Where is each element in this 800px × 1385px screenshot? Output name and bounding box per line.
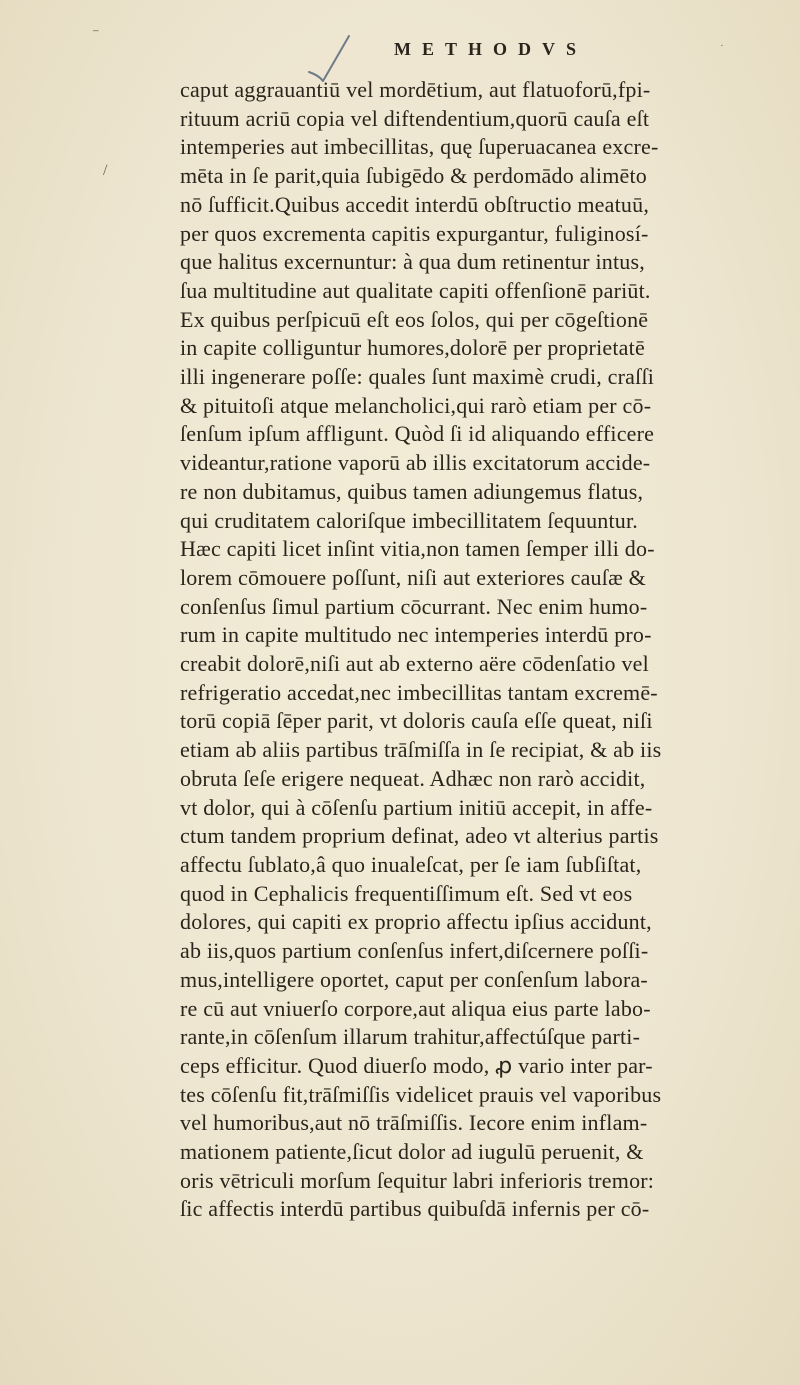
- text-line: ſenſum ipſum affligunt. Quòd ſi id aliquando efficere: [180, 421, 655, 447]
- text-line: nō ſufficit.Quibus accedit interdū obſtructio meatuū,: [180, 191, 650, 217]
- text-line: conſenſus ſimul partium cōcurrant. Nec enim humo-: [180, 593, 648, 619]
- text-line: vt dolor, qui à cōſenſu partium initiū accepit, in affe-: [180, 794, 653, 820]
- text-line: obruta ſeſe erigere nequeat. Adhæc non rarò accidit,: [180, 765, 646, 791]
- text-line: illi ingenerare poſſe: quales ſunt maximè crudi, craſſi: [180, 364, 655, 390]
- text-line: etiam ab aliis partibus trāſmiſſa in ſe recipiat, & ab iis: [180, 737, 662, 763]
- text-line: intemperies aut imbecillitas, quę ſuperuacanea excre-: [180, 134, 659, 160]
- page-text-block: [180, 76, 765, 1224]
- text-line: Ex quibus perſpicuū eſt eos ſolos, qui per cōgeſtionē: [180, 306, 649, 332]
- text-line: rituum acriū copia vel diftendentium,quorū cauſa eſt: [180, 105, 650, 131]
- text-line: ab iis,quos partium conſenſus infert,diſcernere poſſi-: [180, 938, 649, 964]
- margin-mark-top-right: ·: [720, 40, 724, 52]
- text-line: ceps efficitur. Quod diuerſo modo, ꝓ vario inter par-: [180, 1052, 653, 1078]
- text-line: affectu ſublato,â quo inualeſcat, per ſe iam ſubſiſtat,: [180, 851, 642, 877]
- text-line: re cū aut vniuerſo corpore,aut aliqua eius parte labo-: [180, 995, 651, 1021]
- text-line: videantur,ratione vaporū ab illis excitatorum accide-: [180, 450, 651, 476]
- text-line: dolores, qui capiti ex proprio affectu ipſius accidunt,: [180, 909, 652, 935]
- text-line: ſua multitudine aut qualitate capiti offenſionē pariūt.: [180, 277, 651, 303]
- text-line: re non dubitamus, quibus tamen adiungemus flatus,: [180, 478, 644, 504]
- text-line: mus,intelligere oportet, caput per conſenſum labora-: [180, 966, 648, 992]
- text-line: ſic affectis interdū partibus quibuſdā infernis per cō-: [180, 1196, 650, 1222]
- text-line: Hæc capiti licet inſint vitia,non tamen ſemper illi do-: [180, 536, 655, 562]
- text-line: in capite colliguntur humores,dolorē per proprietatē: [180, 335, 645, 361]
- running-header: METHODVS: [394, 39, 588, 59]
- text-line: mationem patiente,ſicut dolor ad iugulū peruenit, &: [180, 1139, 644, 1165]
- text-line: quod in Cephalicis frequentiſſimum eſt. Sed vt eos: [180, 880, 633, 906]
- margin-mark-left: /: [103, 162, 108, 179]
- text-line: & pituitoſi atque melancholici,qui rarò etiam per cō-: [180, 392, 652, 418]
- text-line: per quos excrementa capitis expurgantur, fuliginosí-: [180, 220, 649, 246]
- text-line: ctum tandem proprium definat, adeo vt alterius partis: [180, 823, 659, 849]
- text-line: creabit dolorē,niſi aut ab externo aëre cōdenſatio vel: [180, 651, 649, 677]
- text-line: que halitus excernuntur: à qua dum retinentur intus,: [180, 249, 645, 275]
- text-line: refrigeratio accedat,nec imbecillitas tantam excremē-: [180, 679, 658, 705]
- text-line: vel humoribus,aut nō trāſmiſſis. Iecore enim inflam-: [180, 1110, 648, 1136]
- text-line: caput aggrauantiū vel mordētium, aut flatuoforū,fpi-: [180, 77, 651, 102]
- text-line: tes cōſenſu fit,trāſmiſſis videlicet prauis vel vaporibus: [180, 1081, 662, 1107]
- text-line: rum in capite multitudo nec intemperies interdū pro-: [180, 622, 652, 648]
- text-line: lorem cōmouere poſſunt, niſi aut exteriores cauſæ &: [180, 564, 646, 590]
- text-line: qui cruditatem caloriſque imbecillitatem ſequuntur.: [180, 507, 639, 533]
- text-line: torū copiā ſēper parit, vt doloris cauſa eſſe queat, niſi: [180, 708, 653, 734]
- margin-mark-top-left: ⁻: [92, 27, 100, 42]
- text-line: mēta in ſe parit,quia ſubigēdo & perdomādo alimēto: [180, 163, 647, 189]
- text-line: oris vētriculi morſum ſequitur labri inferioris tremor:: [180, 1167, 655, 1193]
- text-line: rante,in cōſenſum illarum trahitur,affectúſque parti-: [180, 1024, 641, 1050]
